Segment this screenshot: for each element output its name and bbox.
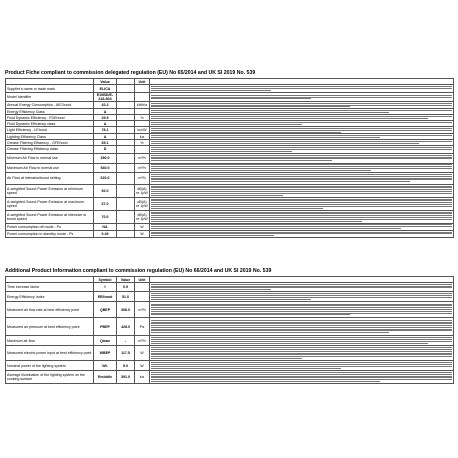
row-unit xyxy=(135,283,150,292)
row-unit: Pa xyxy=(135,318,150,336)
small-print-line xyxy=(151,181,410,182)
table-row xyxy=(6,371,454,384)
row-value: 391.0 xyxy=(117,371,135,384)
row-label: Lighting Efficiency Class xyxy=(6,134,94,140)
row-value: 117.5 xyxy=(117,346,135,361)
table-row xyxy=(6,102,454,109)
row-blank xyxy=(117,223,135,230)
small-print-line xyxy=(151,221,362,222)
row-value: 250.0 xyxy=(94,153,117,163)
row-unit: W xyxy=(135,223,150,230)
row-value: A xyxy=(94,121,117,127)
table-row xyxy=(6,184,454,197)
row-value: A xyxy=(94,134,117,140)
small-print-line xyxy=(151,358,302,359)
row-label: Maximum air flow xyxy=(6,336,94,346)
row-value: 42.2 xyxy=(94,102,117,109)
row-notes xyxy=(150,302,454,318)
row-value: 67.0 xyxy=(94,197,117,210)
row-blank xyxy=(117,85,135,93)
row-notes xyxy=(150,93,454,102)
row-notes xyxy=(150,336,454,346)
small-print-line xyxy=(151,106,350,107)
small-print-line xyxy=(151,90,271,91)
row-value: 540.0 xyxy=(94,163,117,172)
row-unit: dB(A) re 1pW xyxy=(135,184,150,197)
row-notes xyxy=(150,197,454,210)
row-value: 51.0 xyxy=(117,292,135,302)
row-symbol: f xyxy=(94,283,117,292)
section2-title: Additional Product Information compliant to commission regulation (EU) No 66/2014 and UK SI 2019 No. 539 xyxy=(5,268,272,274)
row-value: 620.0 xyxy=(94,172,117,184)
small-print-line xyxy=(151,208,323,209)
row-value: 70.0 xyxy=(94,210,117,223)
row-blank xyxy=(117,210,135,223)
small-print-line xyxy=(151,228,401,229)
small-print-line xyxy=(151,98,311,99)
row-label: Measured air pressure at best efficiency point xyxy=(6,318,94,336)
row-value: 428.0 xyxy=(117,318,135,336)
row-unit xyxy=(135,146,150,153)
row-notes xyxy=(150,371,454,384)
row-symbol: Emiddle xyxy=(94,371,117,384)
row-value: D xyxy=(94,146,117,153)
row-value: 29.9 xyxy=(94,115,117,121)
row-label: Fluid Dynamic Efficiency - FDEhood xyxy=(6,115,94,121)
small-print-line xyxy=(151,151,292,152)
row-label: Grease Filtering Efficiency class xyxy=(6,146,94,153)
table-row xyxy=(6,127,454,134)
table-row xyxy=(6,197,454,210)
additional-info-table xyxy=(5,276,454,384)
small-print-line xyxy=(151,381,380,382)
row-unit: m³/h xyxy=(135,336,150,346)
header-value: Value xyxy=(117,277,135,283)
table-row xyxy=(6,283,454,292)
row-notes xyxy=(150,292,454,302)
table-row xyxy=(6,223,454,230)
row-label: Model identifier xyxy=(6,93,94,102)
row-notes xyxy=(150,153,454,163)
row-notes xyxy=(150,127,454,134)
row-value: 308.0 xyxy=(117,302,135,318)
row-notes xyxy=(150,283,454,292)
row-notes xyxy=(150,163,454,172)
row-unit: m³/h xyxy=(135,153,150,163)
row-label: Nominal power of the lighting system xyxy=(6,361,94,371)
row-label: A-weighted Sound Power Emission at minimum speed xyxy=(6,184,94,197)
row-blank xyxy=(117,184,135,197)
table-row xyxy=(6,210,454,223)
row-unit: W xyxy=(135,361,150,371)
row-notes xyxy=(150,346,454,361)
row-value: 52.0 xyxy=(94,184,117,197)
table-row xyxy=(6,292,454,302)
table-row xyxy=(6,172,454,184)
small-print-line xyxy=(151,170,371,171)
row-value: A xyxy=(94,109,117,115)
header-unit: Unit xyxy=(135,79,150,85)
row-unit xyxy=(135,93,150,102)
table-row xyxy=(6,361,454,371)
small-print-line xyxy=(151,368,341,369)
row-value: - xyxy=(117,336,135,346)
row-label: Average illumination of the lighting system on the cooking surface xyxy=(6,371,94,384)
row-label: Grease Filtering Efficiency - GFEhood xyxy=(6,140,94,146)
row-label: Minimum Air Flow in normal use xyxy=(6,153,94,163)
row-unit: lux xyxy=(135,134,150,140)
row-value: 0.49 xyxy=(94,230,117,237)
row-blank xyxy=(117,163,135,172)
product-fiche-table xyxy=(5,78,454,238)
row-notes xyxy=(150,172,454,184)
row-symbol: WL xyxy=(94,361,117,371)
row-symbol: QBEP xyxy=(94,302,117,318)
row-blank xyxy=(117,102,135,109)
row-blank xyxy=(117,197,135,210)
row-blank xyxy=(117,146,135,153)
row-label: Light Efficiency - LEhood xyxy=(6,127,94,134)
row-value: 0.9 xyxy=(117,283,135,292)
table-row xyxy=(6,85,454,93)
row-label: A-weighted Sound Power Emission at maximum speed xyxy=(6,197,94,210)
small-print-line xyxy=(151,343,428,344)
row-notes xyxy=(150,102,454,109)
row-value: 78.1 xyxy=(94,127,117,134)
row-unit: m³/h xyxy=(135,172,150,184)
row-value: ELICA xyxy=(94,85,117,93)
header-unit: Unit xyxy=(135,277,150,283)
small-print-line xyxy=(151,289,271,290)
table-row xyxy=(6,163,454,172)
table-row xyxy=(6,336,454,346)
row-unit: lux/W xyxy=(135,127,150,134)
row-label: Supplier's name or trade mark xyxy=(6,85,94,93)
row-label: Time increase factor xyxy=(6,283,94,292)
row-label: Measured air flow rate at best efficiency point xyxy=(6,302,94,318)
row-symbol: WBEP xyxy=(94,346,117,361)
small-print-line xyxy=(151,143,419,144)
table-row xyxy=(6,318,454,336)
row-unit xyxy=(135,85,150,93)
row-notes xyxy=(150,223,454,230)
row-notes xyxy=(150,184,454,197)
row-unit: % xyxy=(135,115,150,121)
table-row xyxy=(6,146,454,153)
row-blank xyxy=(117,230,135,237)
row-notes xyxy=(150,361,454,371)
row-notes xyxy=(150,85,454,93)
small-print-line xyxy=(151,132,341,133)
row-label: Maximum Air Flow in normal use xyxy=(6,163,94,172)
row-notes xyxy=(150,230,454,237)
small-print-line xyxy=(151,118,428,119)
small-print-line xyxy=(151,235,274,236)
header-value: Value xyxy=(94,79,117,85)
row-label: Power consumption off mode - Po xyxy=(6,223,94,230)
row-value: NA xyxy=(94,223,117,230)
row-label: Energy Efficiency Class xyxy=(6,109,94,115)
small-print-line xyxy=(151,332,389,333)
table-row xyxy=(6,153,454,163)
row-blank xyxy=(117,127,135,134)
row-unit xyxy=(135,292,150,302)
row-unit: kWh/a xyxy=(135,102,150,109)
small-print-line xyxy=(151,160,332,161)
row-notes xyxy=(150,210,454,223)
table-row xyxy=(6,302,454,318)
row-label: A-weighted Sound Power Emission at intensive or boost speed xyxy=(6,210,94,223)
row-label: Annual Energy Consumption - AEChood xyxy=(6,102,94,109)
row-label: Energy Efficiency Index xyxy=(6,292,94,302)
row-blank xyxy=(117,172,135,184)
section1-title: Product Fiche compliant to commission delegated regulation (EU) No 65/2014 and UK SI 2019 No. 539 xyxy=(5,70,256,76)
row-value: 5.0 xyxy=(117,361,135,371)
row-unit: lux xyxy=(135,371,150,384)
row-label: Fluid Dynamic Efficiency class xyxy=(6,121,94,127)
top-margin xyxy=(0,0,458,60)
small-print-line xyxy=(151,314,350,315)
row-unit: W xyxy=(135,346,150,361)
row-value: E10BD/E-218-804 xyxy=(94,93,117,102)
row-notes xyxy=(150,318,454,336)
row-unit: % xyxy=(135,140,150,146)
header-symbol: Symbol xyxy=(94,277,117,283)
row-unit: W xyxy=(135,230,150,237)
row-label: Power consumption in standby mode - Ps xyxy=(6,230,94,237)
row-label: Air Flow at intensive/boost setting xyxy=(6,172,94,184)
small-print-line xyxy=(151,299,311,300)
row-notes xyxy=(150,146,454,153)
table-row xyxy=(6,230,454,237)
row-label: Measured electric power input at best efficiency point xyxy=(6,346,94,361)
row-symbol: PBEP xyxy=(94,318,117,336)
table-row xyxy=(6,346,454,361)
row-symbol: EEIhood xyxy=(94,292,117,302)
row-value: 65.1 xyxy=(94,140,117,146)
small-print-line xyxy=(151,195,283,196)
row-unit: m³/h xyxy=(135,163,150,172)
row-unit: dB(A) re 1pW xyxy=(135,210,150,223)
small-print-line xyxy=(151,137,380,138)
row-blank xyxy=(117,153,135,163)
table-row xyxy=(6,93,454,102)
small-print-line xyxy=(151,124,302,125)
row-blank xyxy=(117,93,135,102)
row-unit: m³/h xyxy=(135,302,150,318)
row-unit: dB(A) re 1pW xyxy=(135,197,150,210)
small-print-line xyxy=(151,112,389,113)
row-symbol: Qmax xyxy=(94,336,117,346)
